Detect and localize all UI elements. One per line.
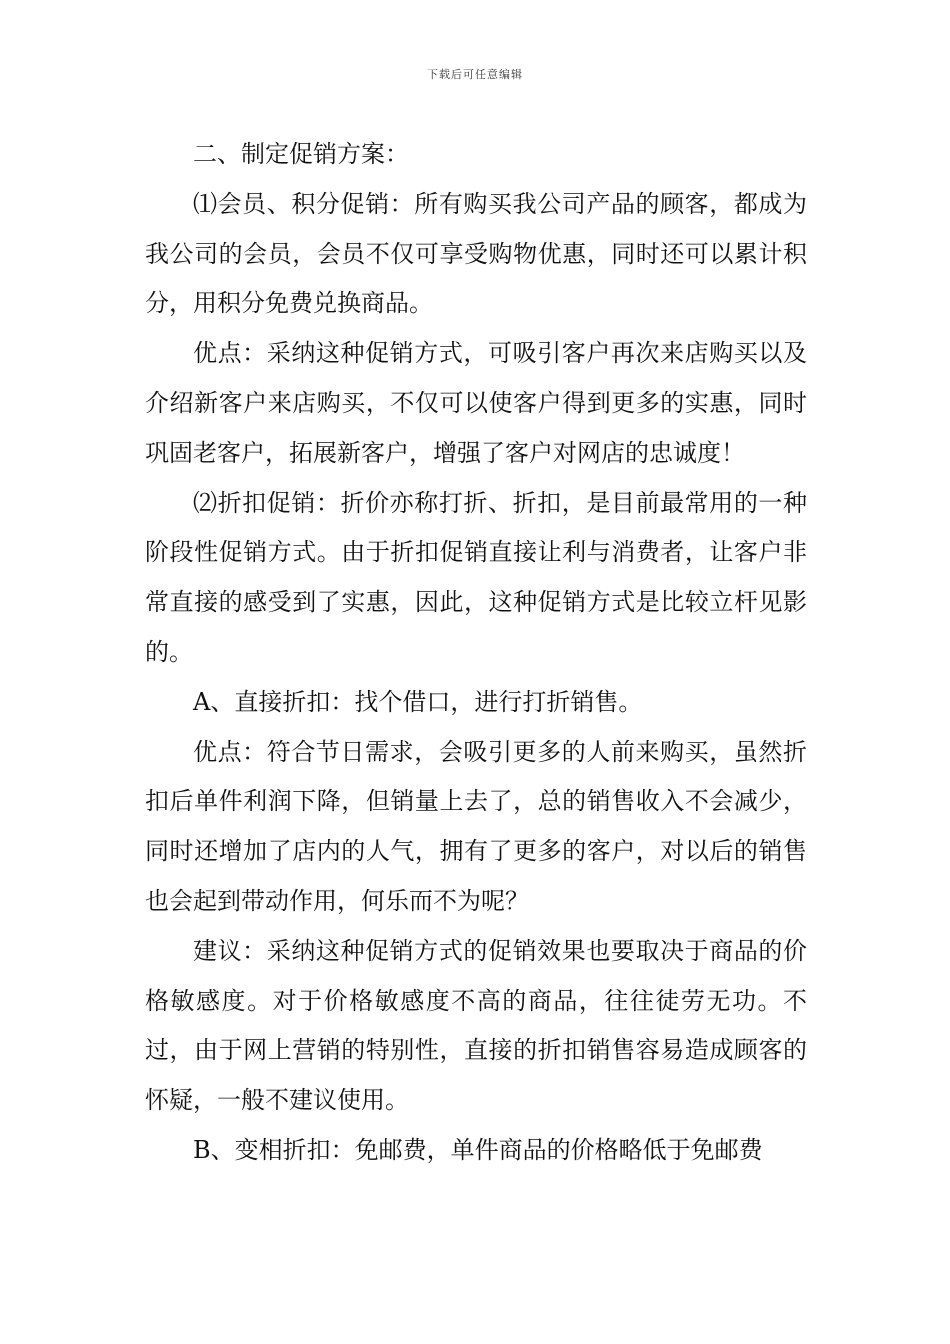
paragraph-membership-advantages: 优点：采纳这种促销方式，可吸引客户再次来店购买以及介绍新客户来店购买，不仅可以使客户得到更多的实惠，同时巩固老客户，拓展新客户，增强了客户对网店的忠诚度！ bbox=[145, 339, 807, 467]
paragraph-direct-discount-advantages: 优点：符合节日需求，会吸引更多的人前来购买，虽然折扣后单件利润下降，但销量上去了，总的销售收入不会减少，同时还增加了店内的人气，拥有了更多的客户，对以后的销售也会起到带动作用，何乐而不为呢？ bbox=[145, 737, 807, 915]
paragraph-direct-discount: A、直接折扣：找个借口，进行打折销售。 bbox=[193, 687, 643, 716]
paragraph-membership-promotion: ⑴会员、积分促销：所有购买我公司产品的顾客，都成为我公司的会员，会员不仅可享受购物优惠，同时还可以累计积分，用积分免费兑换商品。 bbox=[145, 189, 807, 318]
document-body bbox=[145, 130, 807, 1176]
paragraph-discount-promotion: ⑵折扣促销：折价亦称打折、折扣，是目前最常用的一种阶段性促销方式。由于折扣促销直接让利与消费者，让客户非常直接的感受到了实惠，因此，这种促销方式是比较立杆见影的。 bbox=[145, 488, 807, 666]
paragraph-indirect-discount: B、变相折扣：免邮费，单件商品的价格略低于免邮费 bbox=[193, 1135, 763, 1164]
paragraph-suggestion: 建议：采纳这种促销方式的促销效果也要取决于商品的价格敏感度。对于价格敏感度不高的商品，往往徒劳无功。不过，由于网上营销的特别性，直接的折扣销售容易造成顾客的怀疑，一般不建议使用。 bbox=[145, 936, 807, 1115]
section-heading: 二、制定促销方案： bbox=[193, 140, 409, 168]
page-header-note: 下载后可任意编辑 bbox=[427, 68, 523, 81]
